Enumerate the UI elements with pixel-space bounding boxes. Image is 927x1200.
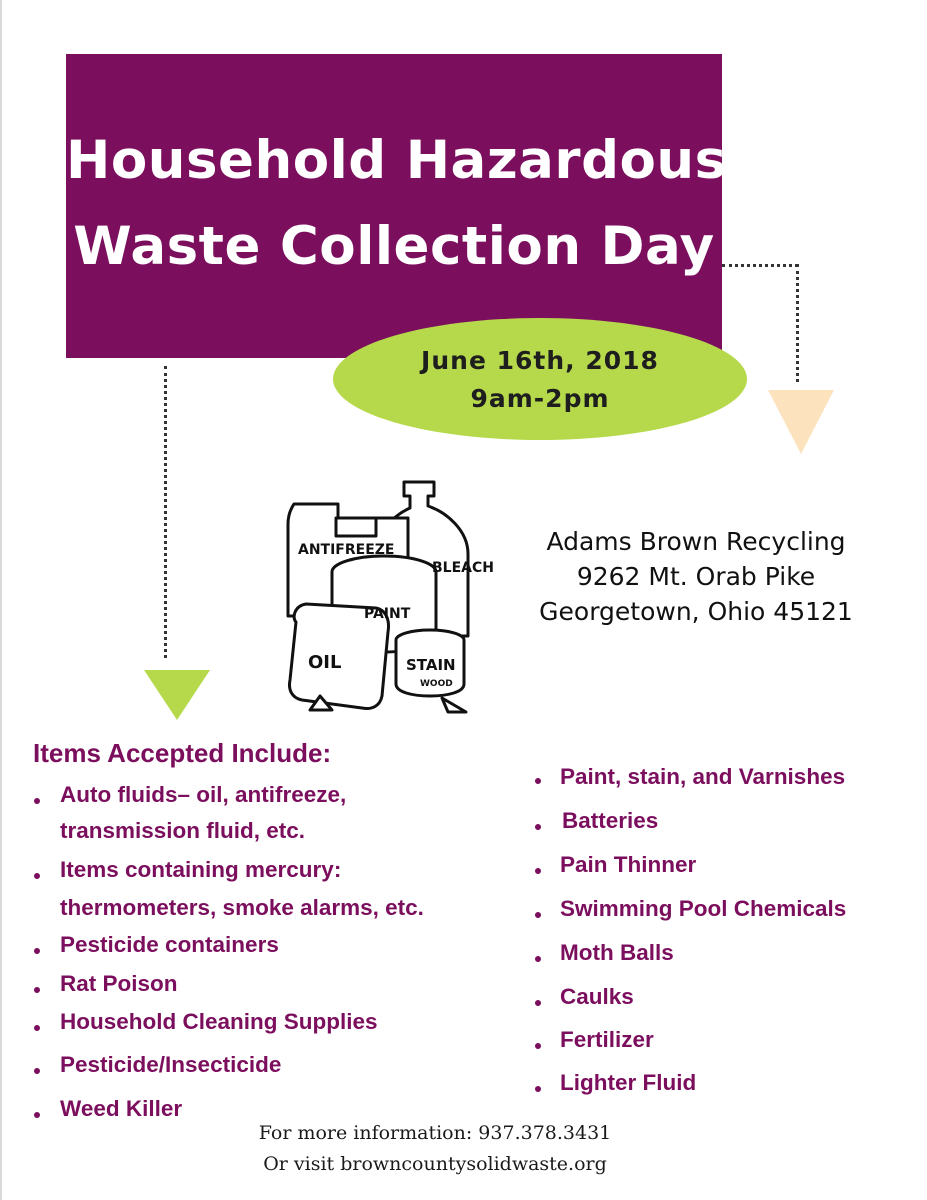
item-household-cleaning: Household Cleaning Supplies [60,1009,378,1034]
bullet [535,824,541,830]
date-badge [333,318,747,440]
item-mercury-cont: thermometers, smoke alarms, etc. [60,895,424,920]
hazardous-containers-illustration [272,472,504,718]
dotted-connector-right-vertical [796,264,799,382]
bullet [535,1000,541,1006]
bullet [535,956,541,962]
bullet [34,948,40,954]
label-wood: WOOD [420,679,453,689]
antifreeze-handle-shape [336,518,376,536]
title-line-2: Waste Collection Day [73,216,715,277]
bullet [535,912,541,918]
down-triangle-peach [768,390,834,454]
item-lighter-fluid: Lighter Fluid [560,1070,697,1095]
bullet [34,873,40,879]
page-edge-rule [0,0,2,1200]
event-time: 9am-2pm [470,384,610,413]
title-banner [66,54,727,358]
item-moth-balls: Moth Balls [560,940,674,965]
bullet [34,1068,40,1074]
item-auto-fluids: Auto fluids– oil, antifreeze, [60,782,347,807]
bullet [34,798,40,804]
item-pain-thinner: Pain Thinner [560,852,697,877]
label-antifreeze: ANTIFREEZE [298,542,395,558]
footer-website: Or visit browncountysolidwaste.org [263,1153,607,1175]
footer-phone: For more information: 937.378.3431 [258,1122,612,1144]
bullet [535,868,541,874]
bullet [535,1043,541,1049]
address-line-name: Adams Brown Recycling [546,527,846,556]
address-line-city: Georgetown, Ohio 45121 [539,597,853,626]
item-weed-killer: Weed Killer [60,1096,183,1121]
item-batteries: Batteries [562,808,659,833]
items-heading: Items Accepted Include: [33,738,332,768]
item-fertilizer: Fertilizer [560,1027,654,1052]
venue-address [516,524,876,629]
item-rat-poison: Rat Poison [60,971,178,996]
label-bleach: BLEACH [432,560,494,576]
bullet [34,987,40,993]
address-line-street: 9262 Mt. Orab Pike [576,562,816,591]
item-mercury: Items containing mercury: [60,857,342,882]
event-date: June 16th, 2018 [421,346,659,375]
label-oil: OIL [308,652,342,673]
down-triangle-green [144,670,210,720]
item-pool-chemicals: Swimming Pool Chemicals [560,896,847,921]
label-paint: PAINT [364,606,411,622]
dotted-connector-left [164,366,167,658]
item-paint-stain: Paint, stain, and Varnishes [560,764,846,789]
label-stain: STAIN [406,656,456,674]
dotted-connector-right-horizontal [722,264,798,267]
item-pesticide-containers: Pesticide containers [60,932,279,957]
title-line-1: Household Hazardous [66,130,727,191]
bullet [535,778,541,784]
bullet [34,1025,40,1031]
bullet [34,1112,40,1118]
item-caulks: Caulks [560,984,634,1009]
bullet [535,1086,541,1092]
item-pesticide-insecticide: Pesticide/Insecticide [60,1052,282,1077]
item-auto-fluids-cont: transmission fluid, etc. [60,818,306,843]
